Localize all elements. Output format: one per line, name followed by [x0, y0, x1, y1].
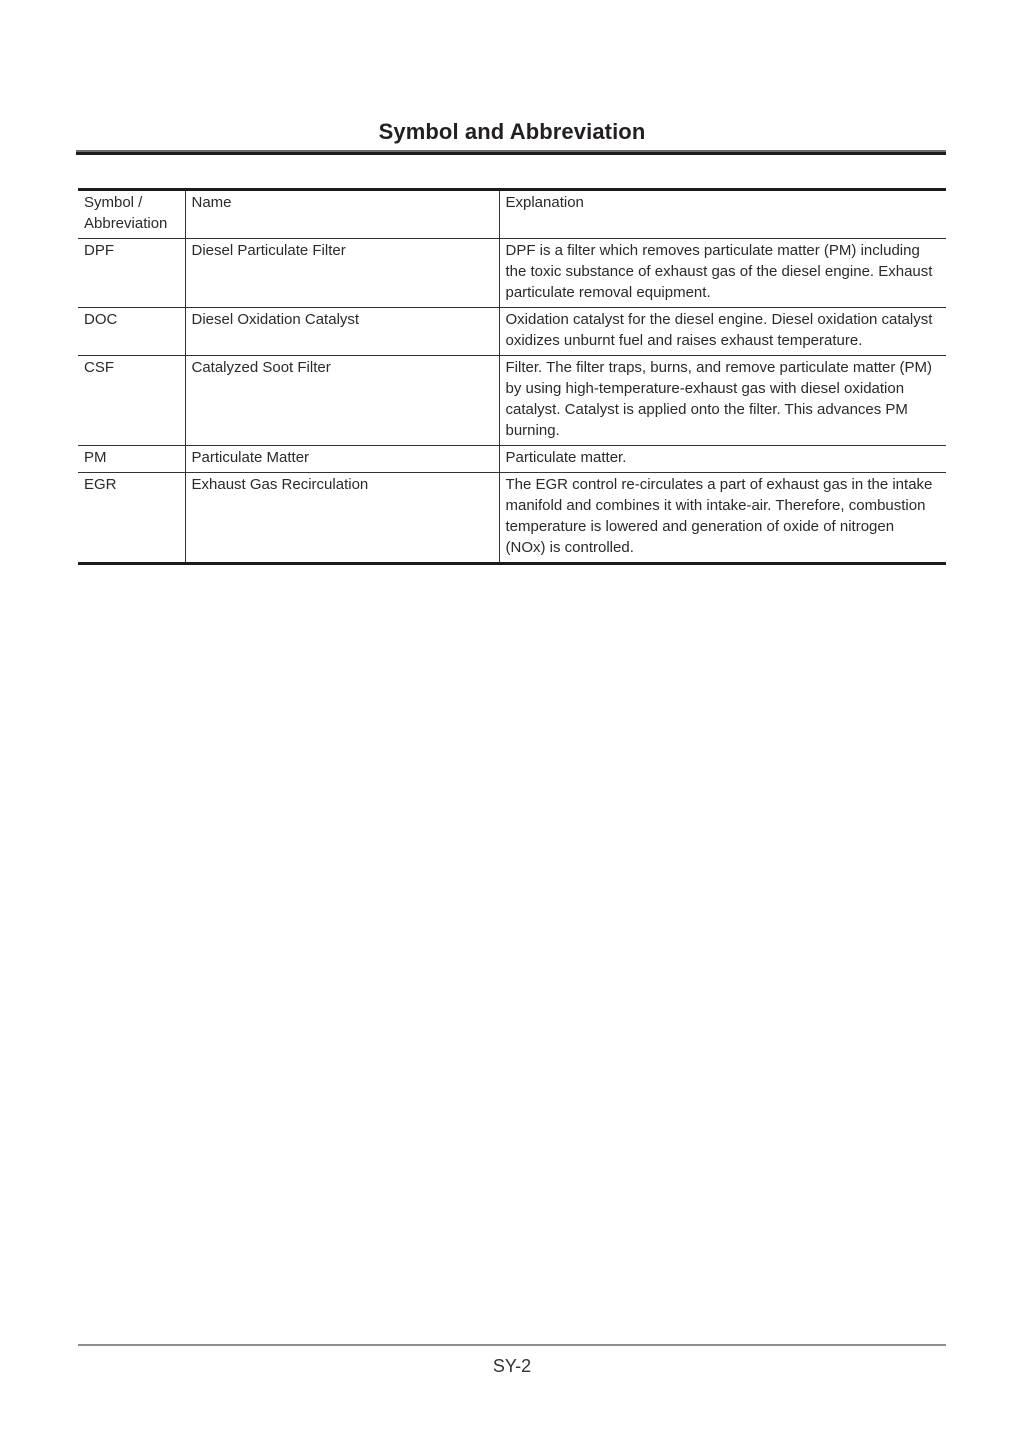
symbol-abbreviation-table	[78, 188, 946, 565]
name-cell: Diesel Oxidation Catalyst	[185, 308, 499, 356]
explanation-cell: Filter. The filter traps, burns, and remove particulate matter (PM) by using high-temperature-exhaust gas with diesel oxidation catalyst. Catalyst is applied onto the filter. This advances PM burning.	[499, 356, 946, 446]
page-number: SY-2	[492, 1356, 532, 1376]
explanation-cell: Particulate matter.	[499, 446, 946, 473]
column-header-symbol-abbreviation: Symbol / Abbreviation	[78, 190, 185, 239]
name-cell: Exhaust Gas Recirculation	[185, 473, 499, 564]
explanation-cell: The EGR control re-circulates a part of exhaust gas in the intake manifold and combines it with intake-air. Therefore, combustion temperature is lowered and generation of oxide of nitrogen (NOx) is controlled.	[499, 473, 946, 564]
explanation-cell: DPF is a filter which removes particulate matter (PM) including the toxic substance of exhaust gas of the diesel engine. Exhaust particulate removal equipment.	[499, 239, 946, 308]
column-header-explanation: Explanation	[499, 190, 946, 239]
symbol-cell: CSF	[78, 356, 185, 446]
symbol-cell: DOC	[78, 308, 185, 356]
table-header-row	[78, 190, 946, 239]
title-divider-rule	[76, 150, 946, 155]
table-row	[78, 239, 946, 308]
name-cell: Particulate Matter	[185, 446, 499, 473]
table-row	[78, 308, 946, 356]
symbol-cell: EGR	[78, 473, 185, 564]
name-cell: Catalyzed Soot Filter	[185, 356, 499, 446]
table-row	[78, 473, 946, 564]
page-title: Symbol and Abbreviation	[378, 119, 646, 144]
table-row	[78, 356, 946, 446]
footer-divider-rule	[78, 1344, 946, 1346]
column-header-name: Name	[185, 190, 499, 239]
symbol-cell: PM	[78, 446, 185, 473]
explanation-cell: Oxidation catalyst for the diesel engine. Diesel oxidation catalyst oxidizes unburnt fuel and raises exhaust temperature.	[499, 308, 946, 356]
table-row	[78, 446, 946, 473]
symbol-cell: DPF	[78, 239, 185, 308]
name-cell: Diesel Particulate Filter	[185, 239, 499, 308]
